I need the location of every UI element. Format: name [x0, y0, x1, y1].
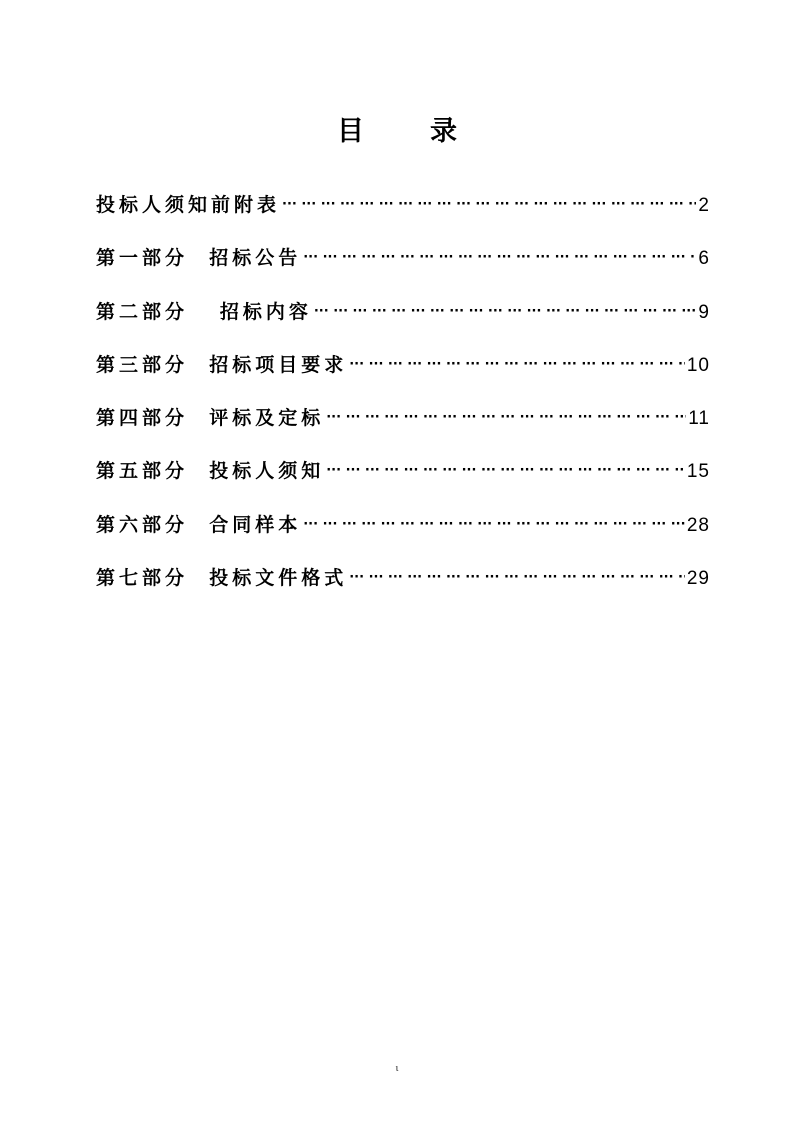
title-char-2: 录 — [430, 116, 457, 147]
toc-entry-label: 投标人须知前附表 — [96, 194, 281, 216]
footer-page-number: ι — [395, 1062, 399, 1074]
toc-leader-dots — [349, 559, 685, 597]
toc-entry-page: 9 — [698, 301, 710, 323]
toc-leader-dots — [303, 506, 685, 544]
toc-entry[interactable] — [96, 399, 710, 452]
toc-entry-label: 第六部分 合同样本 — [96, 513, 302, 536]
toc-entry[interactable] — [96, 293, 710, 346]
toc-entry[interactable] — [96, 452, 710, 505]
toc-entry-label: 第二部分 招标内容 — [96, 300, 312, 323]
toc-entry-page: 11 — [688, 408, 710, 430]
toc-entry-page: 2 — [698, 195, 710, 216]
toc-entry-label: 第四部分 评标及定标 — [96, 407, 325, 430]
toc-leader-dots — [326, 452, 685, 490]
title-char-1: 目 — [337, 116, 364, 147]
toc-entry[interactable] — [96, 186, 710, 239]
toc-entry-page: 29 — [686, 568, 710, 590]
toc-entry-page: 10 — [686, 354, 710, 376]
toc-entry-page: 6 — [698, 248, 710, 270]
toc-entry-label: 第五部分 投标人须知 — [96, 460, 325, 483]
toc-entry-page: 15 — [686, 461, 710, 483]
toc-entry[interactable] — [96, 559, 710, 612]
toc-leader-dots — [314, 293, 697, 331]
toc-entry-label: 第七部分 投标文件格式 — [96, 567, 348, 590]
page-title — [0, 112, 794, 152]
toc-leader-dots — [349, 346, 685, 384]
toc-leader-dots — [326, 399, 686, 437]
toc-entry[interactable] — [96, 346, 710, 399]
toc-leader-dots — [282, 186, 696, 224]
toc-entry-label: 第一部分 招标公告 — [96, 247, 302, 270]
toc-entry[interactable] — [96, 239, 710, 292]
toc-entry-label: 第三部分 招标项目要求 — [96, 353, 348, 376]
table-of-contents — [96, 186, 710, 612]
toc-entry[interactable] — [96, 506, 710, 559]
toc-entry-page: 28 — [686, 514, 710, 536]
toc-leader-dots — [303, 239, 696, 277]
